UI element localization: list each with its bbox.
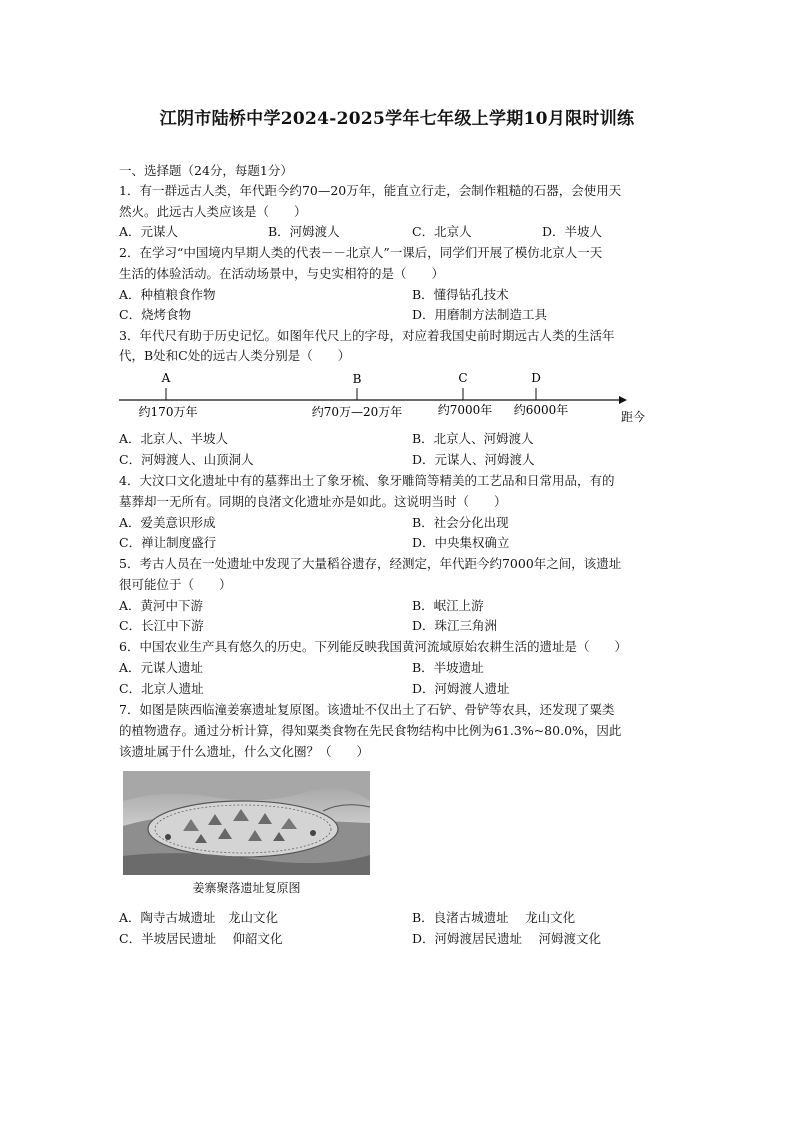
q4-stem-line1: 4．大汶口文化遗址中有的墓葬出土了象牙梳、象牙雕筒等精美的工艺品和日常用品，有的	[119, 473, 615, 488]
q4-option-b: B．社会分化出现	[412, 515, 509, 530]
q7-stem-line1: 7．如图是陕西临潼姜寨遗址复原图。该遗址不仅出土了石铲、骨铲等农具，还发现了粟类	[119, 702, 615, 717]
timeline-label-b: 约70万—20万年	[311, 405, 403, 419]
q2-option-a: A．种植粮食作物	[119, 287, 216, 302]
q1-option-c: C．北京人	[412, 224, 472, 239]
q4-stem-line2: 墓葬却一无所有。同期的良渚文化遗址亦是如此。这说明当时（ ）	[119, 494, 507, 509]
timeline-label-c: 约7000年	[437, 403, 493, 417]
q1-option-d: D．半坡人	[542, 224, 603, 239]
page-title: 江阴市陆桥中学2024-2025学年七年级上学期10月限时训练	[159, 109, 635, 129]
q6-option-d: D．河姆渡人遗址	[412, 681, 510, 696]
section-heading: 一、选择题（24分，每题1分）	[119, 163, 293, 178]
q1-stem-line2: 然火。此远古人类应该是（ ）	[119, 204, 307, 219]
jiangzhai-settlement-illustration	[123, 771, 370, 875]
q5-stem-line2: 很可能位于（ ）	[119, 577, 232, 592]
q2-option-b: B．懂得钻孔技术	[412, 287, 509, 302]
q7-stem-line2: 的植物遗存。通过分析计算，得知粟类食物在先民食物结构中比例为61.3%~80.0%，因此	[119, 723, 622, 738]
q7-option-a: A．陶寺古城遗址 龙山文化	[119, 910, 279, 925]
timeline-arrowhead	[619, 396, 627, 404]
q6-option-a: A．元谋人遗址	[119, 660, 204, 675]
q7-stem-line3: 该遗址属于什么遗址，什么文化圈？（ ）	[119, 744, 370, 759]
timeline-letter-b: B	[352, 372, 362, 386]
timeline-letter-a: A	[161, 371, 171, 385]
q1-stem-line1: 1．有一群远古人类，年代距今约70—20万年，能直立行走，会制作粗糙的石器，会使用天	[119, 183, 622, 198]
timeline-letter-d: D	[531, 371, 541, 385]
q2-option-c: C．烧烤食物	[119, 307, 192, 322]
q3-option-a: A．北京人、半坡人	[119, 431, 229, 446]
q4-option-d: D．中央集权确立	[412, 535, 510, 550]
q5-option-d: D．珠江三角洲	[412, 618, 498, 633]
q7-option-b: B．良渚古城遗址 龙山文化	[412, 910, 576, 925]
timeline-end-label: 距今	[621, 410, 646, 424]
q1-option-b: B．河姆渡人	[268, 224, 340, 239]
timeline-label-a: 约170万年	[138, 405, 198, 419]
q6-option-b: B．半坡遗址	[412, 660, 484, 675]
q3-option-d: D．元谋人、河姆渡人	[412, 452, 535, 467]
q7-option-d: D．河姆渡居民遗址 河姆渡文化	[412, 931, 601, 946]
q2-stem-line2: 生活的体验活动。在活动场景中，与史实相符的是（ ）	[119, 266, 445, 281]
q2-stem-line1: 2．在学习“中国境内早期人类的代表－－北京人”一课后，同学们开展了模仿北京人一天	[119, 245, 603, 260]
q7-option-c: C．半坡居民遗址 仰韶文化	[119, 931, 283, 946]
q2-option-d: D．用磨制方法制造工具	[412, 307, 548, 322]
q5-stem-line1: 5．考古人员在一处遗址中发现了大量稻谷遗存，经测定，年代距今约7000年之间，该遗址	[119, 556, 622, 571]
timeline-letter-c: C	[458, 371, 468, 385]
timeline-label-d: 约6000年	[513, 403, 569, 417]
q3-stem-line1: 3．年代尺有助于历史记忆。如图年代尺上的字母，对应着我国史前时期远古人类的生活年	[119, 328, 615, 343]
q6-stem-line1: 6．中国农业生产具有悠久的历史。下列能反映我国黄河流域原始农耕生活的遗址是（ ）	[119, 639, 627, 654]
q1-option-a: A．元谋人	[119, 224, 179, 239]
q4-option-a: A．爱美意识形成	[119, 515, 216, 530]
q3-option-b: B．北京人、河姆渡人	[412, 431, 534, 446]
q5-option-b: B．岷江上游	[412, 598, 484, 613]
timeline-diagram	[119, 366, 679, 426]
q3-stem-line2: 代，B处和C处的远古人类分别是（ ）	[119, 348, 351, 363]
q5-option-c: C．长江中下游	[119, 618, 204, 633]
q5-option-a: A．黄河中下游	[119, 598, 204, 613]
q3-option-c: C．河姆渡人、山顶洞人	[119, 452, 254, 467]
q6-option-c: C．北京人遗址	[119, 681, 204, 696]
figure-caption: 姜寨聚落遗址复原图	[192, 881, 301, 895]
q4-option-c: C．禅让制度盛行	[119, 535, 217, 550]
